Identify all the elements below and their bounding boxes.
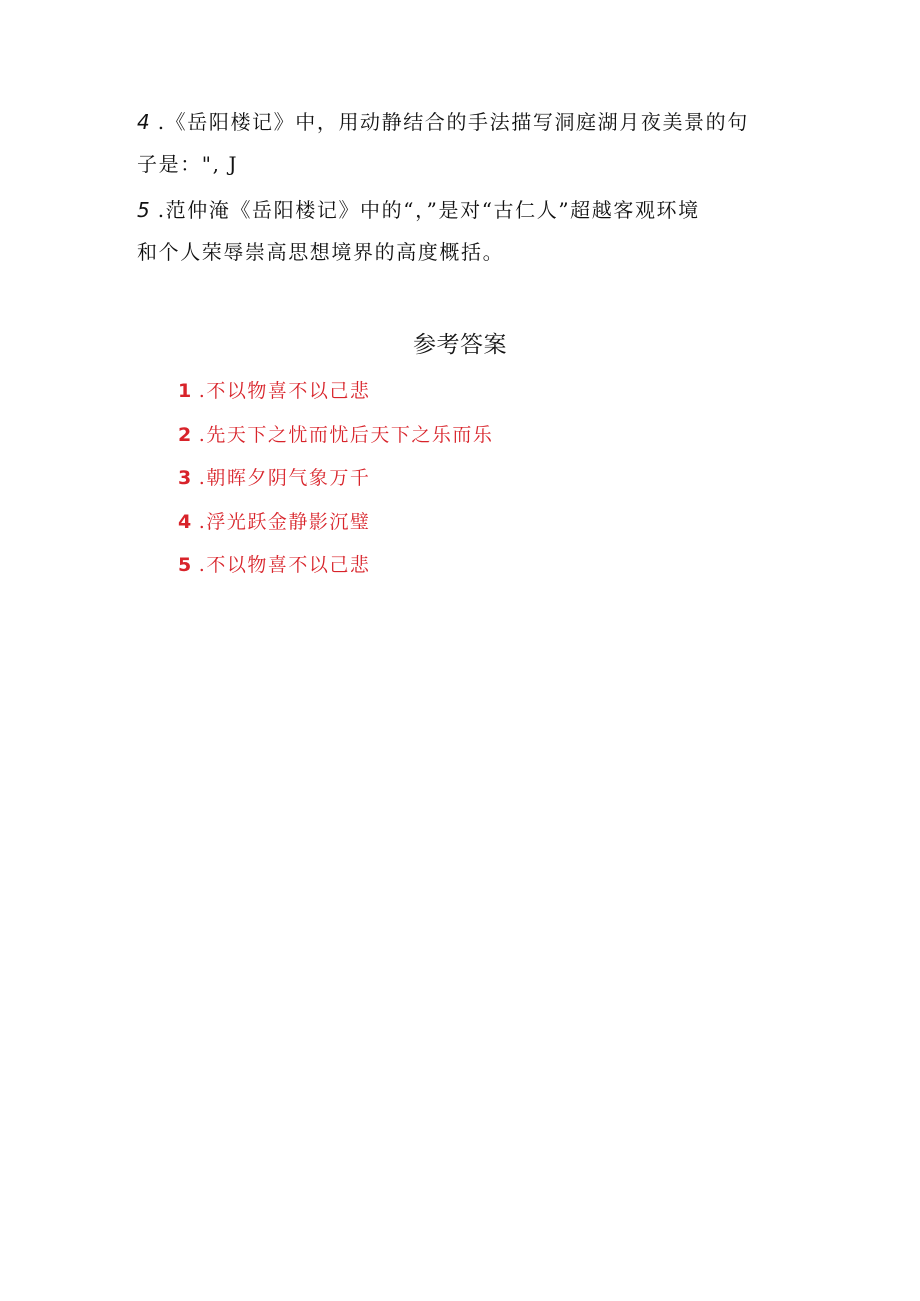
answer-item-3 bbox=[178, 465, 370, 491]
answer-item-5 bbox=[178, 552, 370, 578]
question-4-text-line-1: .《岳阳楼记》中，用动静结合的手法描写洞庭湖月夜美景的句 bbox=[149, 110, 749, 134]
question-5-line-2 bbox=[137, 239, 797, 265]
answer-5-text: .不以物喜不以己悲 bbox=[191, 554, 371, 576]
question-5-text-line-2: 和个人荣辱崇高思想境界的高度概括。 bbox=[137, 240, 505, 264]
question-4-line-2 bbox=[137, 151, 797, 177]
answer-3-text: .朝晖夕阴气象万千 bbox=[191, 467, 371, 489]
question-5-number: 5 bbox=[137, 198, 150, 222]
question-5-line-1 bbox=[137, 197, 797, 223]
answer-1-number: 1 bbox=[178, 380, 192, 402]
answer-2-number: 2 bbox=[178, 424, 192, 446]
question-4-line-1 bbox=[137, 109, 797, 135]
answer-4-text: .浮光跃金静影沉璧 bbox=[191, 511, 371, 533]
question-4-text-line-2: 子是：", J bbox=[137, 152, 239, 176]
answer-1-text: .不以物喜不以己悲 bbox=[191, 380, 371, 402]
answer-section-title: 参考答案 bbox=[413, 332, 507, 358]
answer-4-number: 4 bbox=[178, 511, 192, 533]
answer-item-1 bbox=[178, 378, 370, 404]
answer-3-number: 3 bbox=[178, 467, 192, 489]
question-5-text-line-1: .范仲淹《岳阳楼记》中的“，”是对“古仁人”超越客观环境 bbox=[149, 198, 700, 222]
answer-item-2 bbox=[178, 422, 493, 448]
answer-5-number: 5 bbox=[178, 554, 192, 576]
answer-2-text: .先天下之忧而忧后天下之乐而乐 bbox=[191, 424, 494, 446]
answer-item-4 bbox=[178, 509, 370, 535]
question-4-number: 4 bbox=[137, 110, 150, 134]
